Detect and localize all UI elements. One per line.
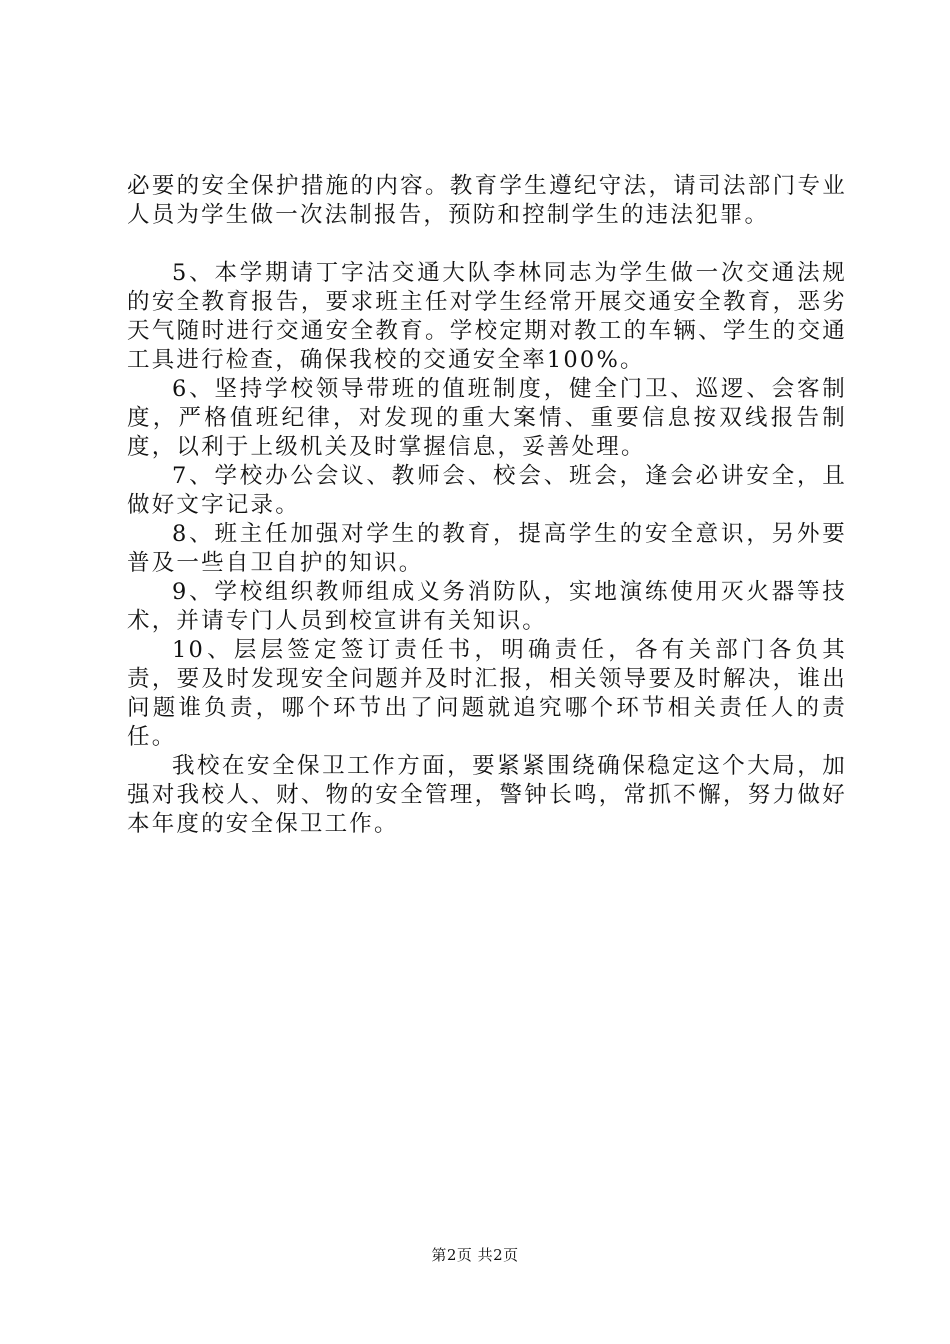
paragraph-item-6: 6、坚持学校领导带班的值班制度，健全门卫、巡逻、会客制度，严格值班纪律，对发现的重大案情、重要信息按双线报告制度，以利于上级机关及时掌握信息，妥善处理。 [127,376,847,460]
paragraph-continuation: 必要的安全保护措施的内容。教育学生遵纪守法，请司法部门专业人员为学生做一次法制报告，预防和控制学生的违法犯罪。 [127,173,847,228]
document-body [127,172,847,839]
paragraph-conclusion: 我校在安全保卫工作方面，要紧紧围绕确保稳定这个大局，加强对我校人、财、物的安全管理，警钟长鸣，常抓不懈，努力做好本年度的安全保卫工作。 [127,753,847,837]
paragraph-item-7: 7、学校办公会议、教师会、校会、班会，逢会必讲安全，且做好文字记录。 [127,463,847,518]
paragraph-item-5: 5、本学期请丁字沽交通大队李林同志为学生做一次交通法规的安全教育报告，要求班主任对学生经常开展交通安全教育，恶劣天气随时进行交通安全教育。学校定期对教工的车辆、学生的交通工具进行检查，确保我校的交通安全率100%。 [127,260,847,373]
page-footer: 第2页 共2页 [431,1246,519,1264]
paragraph-item-10: 10、层层签定签订责任书，明确责任，各有关部门各负其责，要及时发现安全问题并及时汇报，相关领导要及时解决，谁出问题谁负责，哪个环节出了问题就追究哪个环节相关责任人的责任。 [127,637,847,750]
paragraph-item-8: 8、班主任加强对学生的教育，提高学生的安全意识，另外要普及一些自卫自护的知识。 [127,521,847,576]
paragraph-item-9: 9、学校组织教师组成义务消防队，实地演练使用灭火器等技术，并请专门人员到校宣讲有关知识。 [127,579,847,634]
